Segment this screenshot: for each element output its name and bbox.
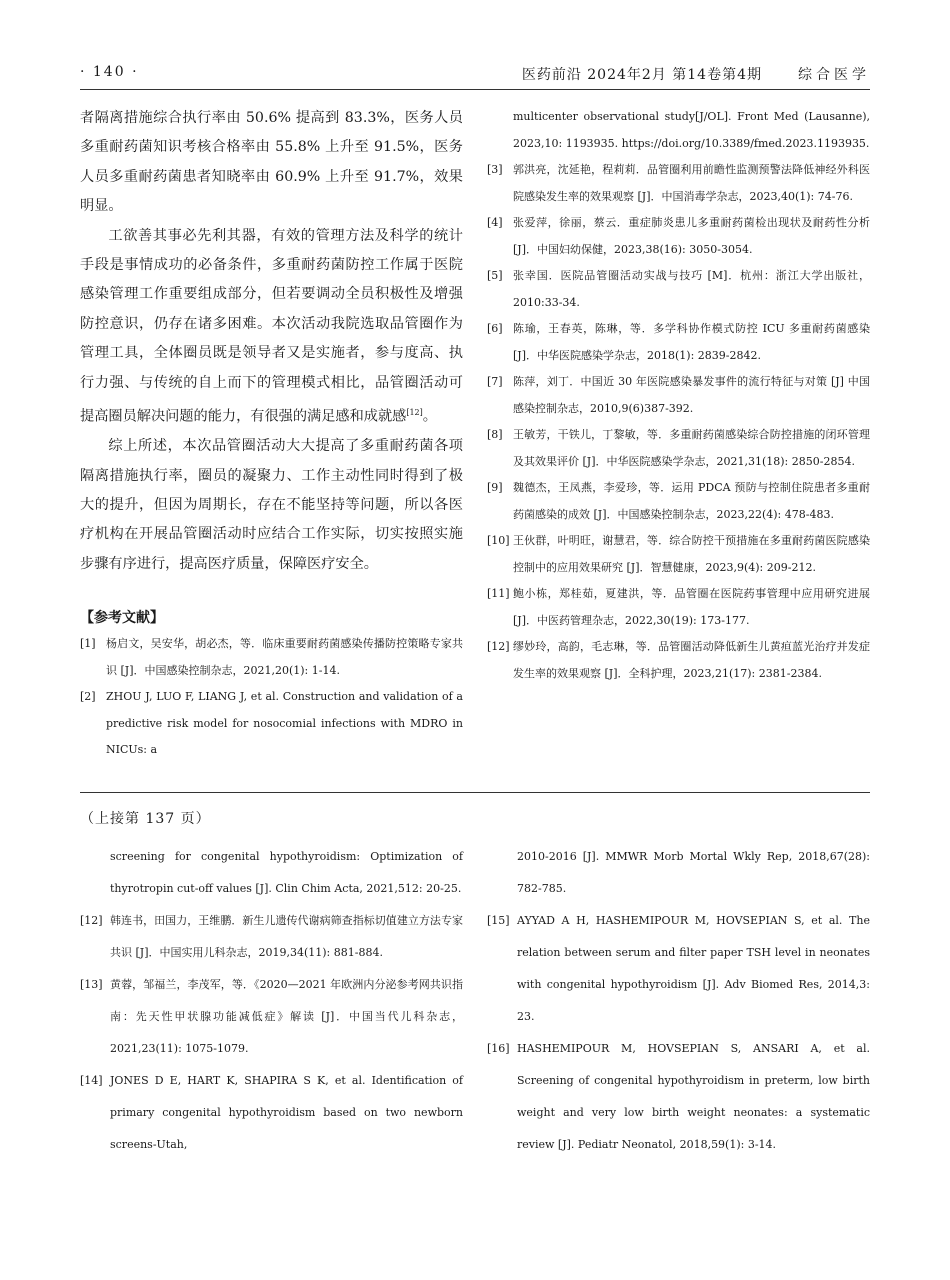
right-column <box>487 104 870 687</box>
reference-text: 黄蓉，邹福兰，李茂军，等．《2020—2021 年欧洲内分泌参考网共识指南：先天性甲状腺功能减低症》解读 [J]．中国当代儿科杂志，2021,23(11): 1075-1079. <box>110 978 463 1055</box>
reference-number: [4] <box>487 216 503 229</box>
reference-item <box>487 528 870 581</box>
reference-number: [3] <box>487 163 503 176</box>
reference-item <box>487 422 870 475</box>
reference-item <box>487 1033 870 1161</box>
reference-item <box>80 684 463 764</box>
reference-text: multicenter observational study[J/OL]. Front Med (Lausanne), 2023,10: 1193935. https://doi.org/10.3389/fmed.2023.1193935. <box>513 110 870 150</box>
reference-text: HASHEMIPOUR M, HOVSEPIAN S, ANSARI A, et al. Screening of congenital hypothyroidism in preterm, low birth weight and very low birth weight neonates: a systematic review [J]. Pediatr Neonatol, 2018,59(1): 3-14. <box>517 1042 870 1151</box>
reference-item <box>487 475 870 528</box>
reference-text: screening for congenital hypothyroidism: Optimization of thyrotropin cut-off values [J]. Clin Chim Acta, 2021,512: 20-25. <box>110 850 463 895</box>
page-number: · 140 · <box>80 64 139 80</box>
reference-number: [12] <box>80 914 103 927</box>
body-paragraph-3: 综上所述，本次品管圈活动大大提高了多重耐药菌各项隔离措施执行率，圈员的凝聚力、工作主动性同时得到了极大的提升，但因为周期长，存在不能坚持等问题，所以各医疗机构在开展品管圈活动时应结合工作实际，切实按照实施步骤有序进行，提高医疗质量，保障医疗安全。 <box>80 438 463 572</box>
left-column <box>80 104 463 764</box>
reference-item <box>487 157 870 210</box>
reference-number: [16] <box>487 1042 510 1055</box>
reference-item <box>487 104 870 157</box>
reference-number: [5] <box>487 269 503 282</box>
reference-number: [8] <box>487 428 503 441</box>
body-paragraph-1: 者隔离措施综合执行率由 50.6% 提高到 83.3%，医务人员多重耐药菌知识考核合格率由 55.8% 上升至 91.5%，医务人员多重耐药菌患者知晓率由 60.9% 上升至 91.7%，效果明显。 <box>80 110 463 215</box>
body-paragraph-2-text: 工欲善其事必先利其器，有效的管理方法及科学的统计手段是事情成功的必备条件，多重耐药菌防控工作属于医院感染管理工作重要组成部分，但若要调动全员积极性及增强防控意识，仍存在诸多困难。本次活动我院选取品管圈作为管理工具，全体圈员既是领导者又是实施者，参与度高、执行力强、与传统的自上而下的管理模式相比，品管圈活动可提高圈员解决问题的能力，有很强的满足感和成就感 <box>80 227 463 425</box>
reference-text: 王敏芳，干铁儿，丁黎敏，等．多重耐药菌感染综合防控措施的闭环管理及其效果评价 [J]．中华医院感染学杂志，2021,31(18): 2850-2854. <box>513 428 870 468</box>
continued-from-label: （上接第 137 页） <box>80 811 211 827</box>
reference-item <box>80 969 463 1065</box>
reference-text: 陈瑜，王春英，陈琳，等．多学科协作模式防控 ICU 多重耐药菌感染 [J]．中华医院感染学杂志，2018(1): 2839-2842. <box>513 322 870 362</box>
reference-item <box>487 210 870 263</box>
reference-text: 缪妙玲，高韵，毛志琳，等．品管圈活动降低新生儿黄疸蓝光治疗并发症发生率的效果观察 [J]．全科护理，2023,21(17): 2381-2384. <box>513 640 870 680</box>
reference-number: [12] <box>487 640 510 653</box>
reference-text: 韩连书，田国力，王维鹏．新生儿遗传代谢病筛查指标切值建立方法专家共识 [J]．中国实用儿科杂志，2019,34(11): 881-884. <box>110 914 463 959</box>
references-list-left <box>80 631 463 764</box>
reference-item <box>80 1065 463 1161</box>
citation-superscript: [12] <box>406 408 423 418</box>
reference-item <box>487 905 870 1033</box>
reference-text: 杨启文，吴安华，胡必杰，等．临床重要耐药菌感染传播防控策略专家共识 [J]．中国感染控制杂志，2021,20(1): 1-14. <box>106 637 463 677</box>
reference-number: [2] <box>80 690 96 704</box>
body-paragraph-2 <box>80 222 463 433</box>
reference-text: 郭洪亮，沈延艳，程莉莉．品管圈利用前瞻性监测预警法降低神经外科医院感染发生率的效果观察 [J]．中国消毒学杂志，2023,40(1): 74-76. <box>513 163 870 203</box>
reference-text: 陈萍，刘丁．中国近 30 年医院感染暴发事件的流行特征与对策 [J] 中国感染控制杂志，2010,9(6)387-392. <box>513 375 870 415</box>
reference-item <box>487 263 870 316</box>
reference-text: ZHOU J, LUO F, LIANG J, et al. Construction and validation of a predictive risk model for nosocomial infections with MDRO in NICUs: a <box>106 690 463 757</box>
reference-item <box>487 841 870 905</box>
reference-text: AYYAD A H, HASHEMIPOUR M, HOVSEPIAN S, et al. The relation between serum and filter paper TSH level in neonates with congenital hypothyroidism [J]. Adv Biomed Res, 2014,3: 23. <box>517 914 870 1023</box>
reference-text: 王伙群，叶明旺，谢慧君，等．综合防控干预措施在多重耐药菌医院感染控制中的应用效果研究 [J]．智慧健康，2023,9(4): 209-212. <box>513 534 870 574</box>
reference-number: [7] <box>487 375 503 388</box>
reference-text: 张幸国．医院品管圈活动实战与技巧 [M]．杭州：浙江大学出版社，2010:33-34. <box>513 269 870 309</box>
reference-text: JONES D E, HART K, SHAPIRA S K, et al. Identification of primary congenital hypothyroidism based on two newborn screens-Utah, <box>110 1074 463 1151</box>
header-rule <box>80 89 870 90</box>
section-name: 综合医学 <box>798 67 870 83</box>
reference-text: 张爱萍，徐丽，蔡云．重症肺炎患儿多重耐药菌检出现状及耐药性分析 [J]．中国妇幼保健，2023,38(16): 3050-3054. <box>513 216 870 256</box>
reference-number: [10] <box>487 534 510 547</box>
reference-number: [9] <box>487 481 503 494</box>
reference-number: [13] <box>80 978 103 991</box>
running-header <box>80 62 870 86</box>
reference-number: [11] <box>487 587 510 600</box>
continuation-left-column <box>80 841 463 1161</box>
reference-item <box>80 631 463 684</box>
reference-item <box>487 316 870 369</box>
references-heading: 【参考文献】 <box>80 610 164 627</box>
reference-item <box>487 369 870 422</box>
section-divider <box>80 792 870 793</box>
reference-item <box>80 841 463 905</box>
journal-info: 医药前沿 2024年2月 第14卷第4期 <box>521 67 762 83</box>
reference-number: [15] <box>487 914 510 927</box>
continuation-right-column <box>487 841 870 1161</box>
reference-number: [1] <box>80 637 96 651</box>
reference-number: [6] <box>487 322 503 335</box>
reference-text: 魏德杰，王凤燕，李爱珍，等．运用 PDCA 预防与控制住院患者多重耐药菌感染的成效 [J]．中国感染控制杂志，2023,22(4): 478-483. <box>513 481 870 521</box>
paragraph-2-period: 。 <box>422 408 437 425</box>
reference-text: 鲍小栋，郑桂茹，夏建洪，等．品管圈在医院药事管理中应用研究进展 [J]．中医药管理杂志，2022,30(19): 173-177. <box>513 587 870 627</box>
reference-item <box>487 634 870 687</box>
reference-item <box>80 905 463 969</box>
reference-number: [14] <box>80 1074 103 1087</box>
reference-text: 2010-2016 [J]. MMWR Morb Mortal Wkly Rep, 2018,67(28): 782-785. <box>517 850 870 895</box>
reference-item <box>487 581 870 634</box>
